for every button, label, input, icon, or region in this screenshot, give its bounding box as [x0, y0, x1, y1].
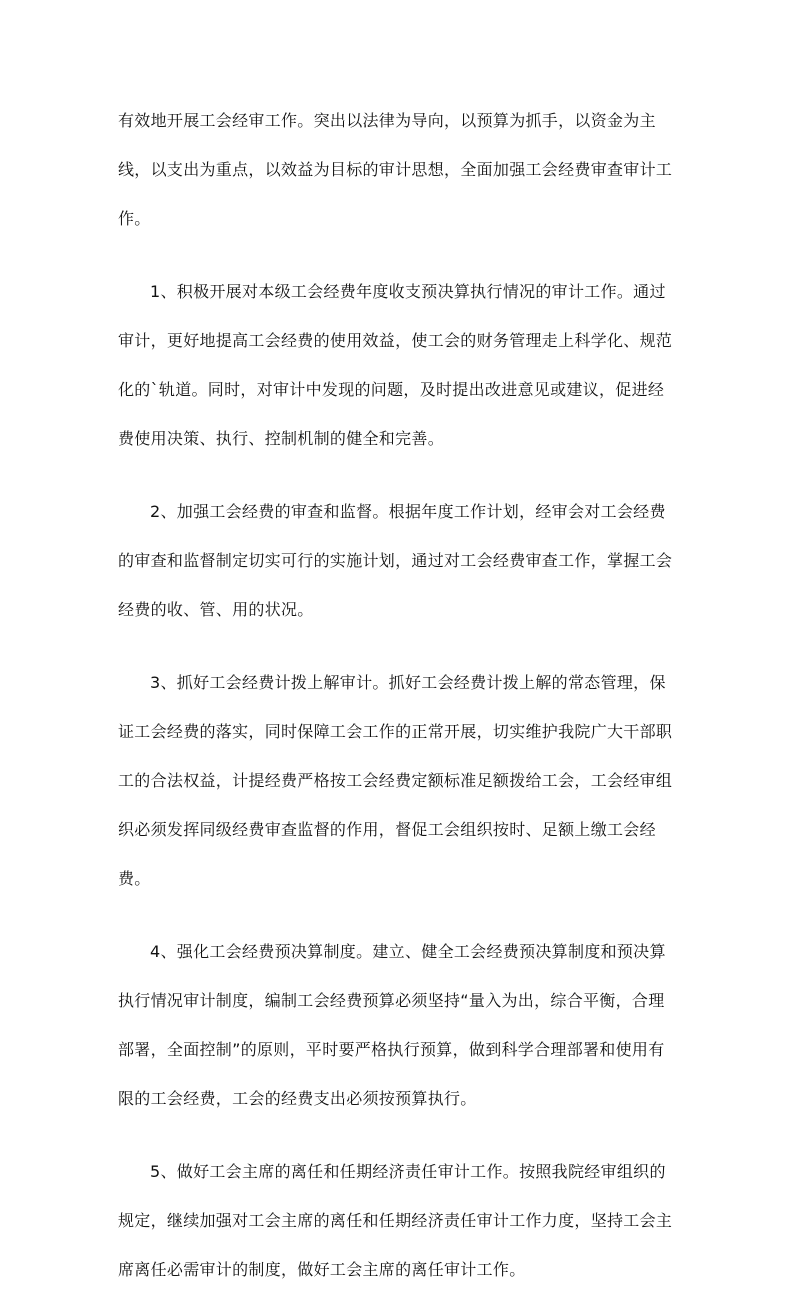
paragraph-item-2: 2、加强工会经费的审查和监督。根据年度工作计划，经审会对工会经费的审查和监督制定切实可行的实施计划，通过对工会经费审查工作，掌握工会经费的收、管、用的状况。	[118, 502, 673, 619]
paragraph-intro: 有效地开展工会经审工作。突出以法律为导向，以预算为抓手，以资金为主线，以支出为重点，以效益为目标的审计思想，全面加强工会经费审查审计工作。	[118, 111, 673, 228]
paragraph-item-4: 4、强化工会经费预决算制度。建立、健全工会经费预决算制度和预决算执行情况审计制度，编制工会经费预算必须坚持“量入为出，综合平衡，合理部署，全面控制”的原则，平时要严格执行预算，做到科学合理部署和使用有限的工会经费，工会的经费支出必须按预算执行。	[118, 942, 666, 1108]
paragraph-item-1: 1、积极开展对本级工会经费年度收支预决算执行情况的审计工作。通过审计，更好地提高工会经费的使用效益，使工会的财务管理走上科学化、规范化的`轨道。同时，对审计中发现的问题，及时提出改进意见或建议，促进经费使用决策、执行、控制机制的健全和完善。	[118, 282, 673, 448]
paragraph-item-5: 5、做好工会主席的离任和任期经济责任审计工作。按照我院经审组织的规定，继续加强对工会主席的离任和任期经济责任审计工作力度，坚持工会主席离任必需审计的制度，做好工会主席的离任审计工作。	[118, 1162, 673, 1279]
paragraph-item-3: 3、抓好工会经费计拨上解审计。抓好工会经费计拨上解的常态管理，保证工会经费的落实，同时保障工会工作的正常开展，切实维护我院广大干部职工的合法权益，计提经费严格按工会经费定额标准足额拨给工会，工会经审组织必须发挥同级经费审查监督的作用，督促工会组织按时、足额上缴工会经费。	[118, 673, 673, 888]
